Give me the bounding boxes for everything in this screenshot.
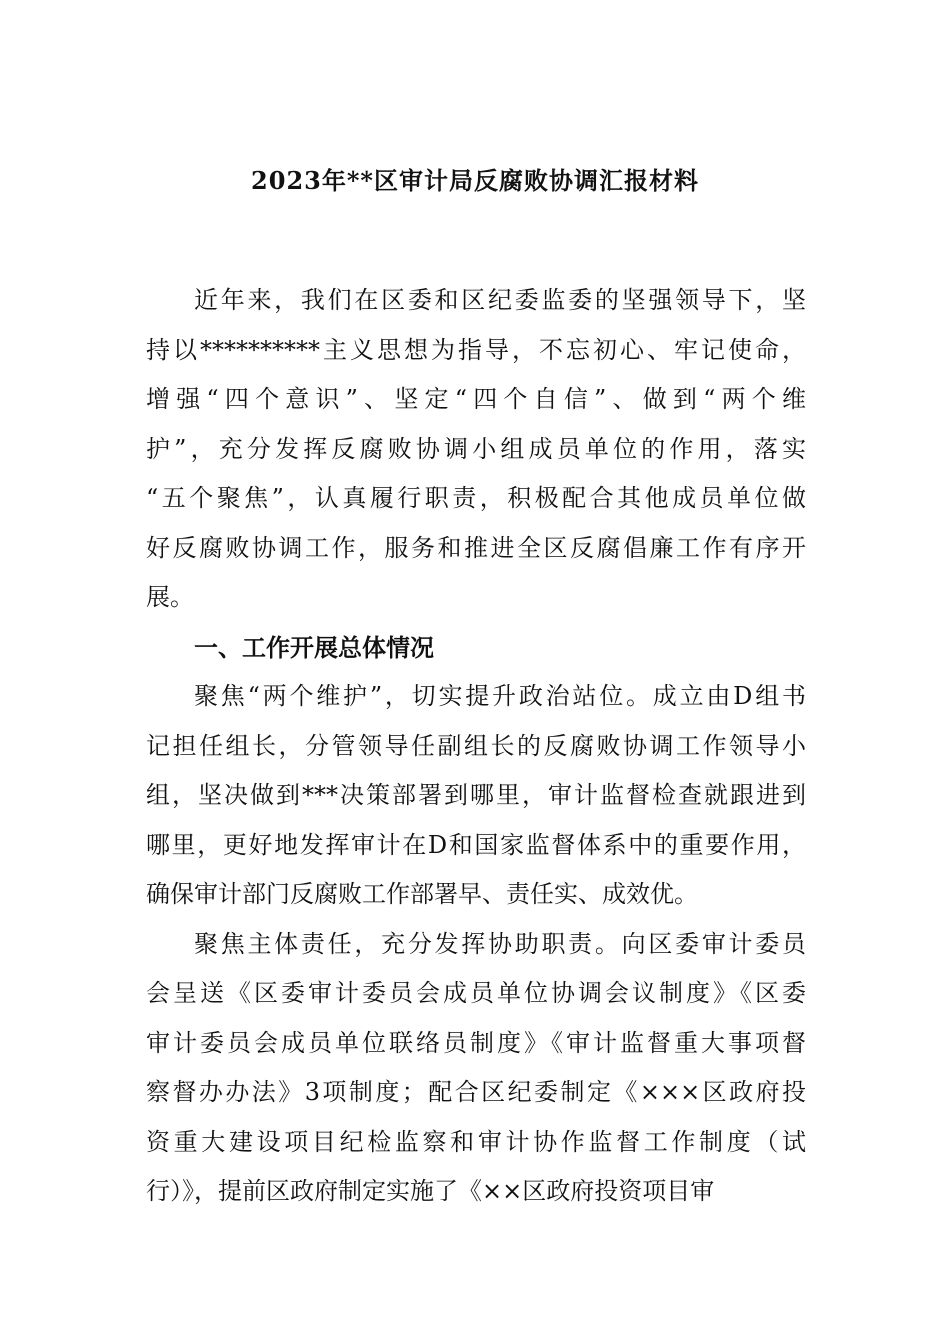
paragraph-line: 增强“四个意识”、坚定“四个自信”、做到“两个维 (146, 385, 806, 413)
paragraph-line: 会呈送《区委审计委员会成员单位协调会议制度》《区委 (146, 979, 806, 1007)
paragraph-line: 护”，充分发挥反腐败协调小组成员单位的作用，落实 (146, 434, 806, 463)
paragraph-line: 组，坚决做到***决策部署到哪里，审计监督检查就跟进到 (146, 781, 806, 809)
paragraph-line: 资重大建设项目纪检监察和审计协作监督工作制度（试 (146, 1127, 806, 1156)
body-paragraph (146, 672, 806, 920)
paragraph-line: 哪里，更好地发挥审计在D和国家监督体系中的重要作用， (146, 830, 806, 859)
paragraph-line: 持以**********主义思想为指导，不忘初心、牢记使命， (146, 335, 806, 364)
paragraph-line: 近年来，我们在区委和区纪委监委的坚强领导下，坚 (194, 286, 806, 314)
paragraph-line: 确保审计部门反腐败工作部署早、责任实、成效优。 (146, 880, 698, 908)
heading-line: 一、工作开展总体情况 (194, 632, 434, 662)
body-paragraph (146, 920, 806, 1217)
paragraph-line: 察督办办法》3项制度；配合区纪委制定《×××区政府投 (146, 1078, 806, 1106)
body-paragraph (146, 276, 806, 623)
paragraph-line: 记担任组长，分管领导任副组长的反腐败协调工作领导小 (146, 731, 806, 760)
paragraph-line: 行）》，提前区政府制定实施了《××区政府投资项目审 (146, 1177, 715, 1205)
paragraph-line: 好反腐败协调工作，服务和推进全区反腐倡廉工作有序开 (146, 533, 806, 562)
section-heading (146, 623, 806, 673)
paragraph-line: 聚焦“两个维护”，切实提升政治站位。成立由D组书 (194, 682, 806, 710)
paragraph-line: 展。 (146, 583, 194, 611)
document-title: 2023年**区审计局反腐败协调汇报材料 (251, 166, 699, 195)
paragraph-line: “五个聚焦”，认真履行职责，积极配合其他成员单位做 (146, 484, 806, 512)
paragraph-line: 审计委员会成员单位联络员制度》《审计监督重大事项督 (146, 1028, 806, 1057)
paragraph-line: 聚焦主体责任，充分发挥协助职责。向区委审计委员 (194, 929, 806, 958)
document-body (146, 276, 806, 1217)
